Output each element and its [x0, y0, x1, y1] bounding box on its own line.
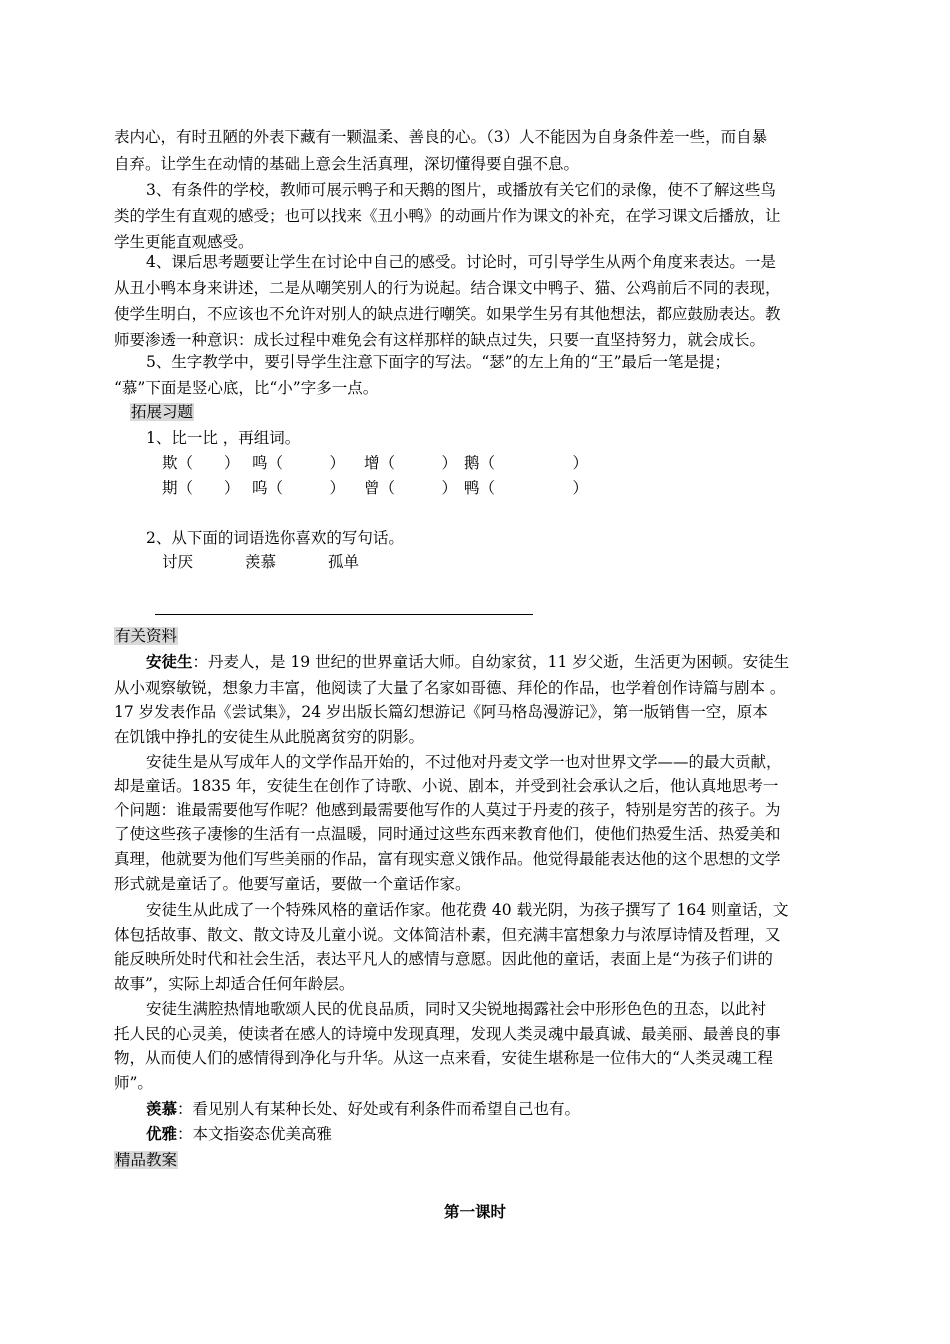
- compare-cell: 鸭（ ）: [464, 479, 589, 497]
- compare-cell: 曾（ ）: [364, 479, 458, 497]
- word-choice: 讨厌: [162, 553, 194, 571]
- lesson-plan-heading-label: 精品教案: [115, 1151, 178, 1169]
- exercise-question-1: 1、比一比 ，再组词。: [146, 429, 301, 447]
- xianmu-definition: ：看见别人有某种长处、好处或有利条件而希望自己也有。: [177, 1100, 581, 1118]
- extension-heading: [130, 402, 194, 422]
- section-divider: [155, 614, 533, 615]
- compare-cell: 欺（ ）: [162, 454, 240, 472]
- text-line: 表内心，有时丑陋的外表下藏有一颗温柔、善良的心。（3）人不能因为自身条件差一些，而自暴: [114, 128, 768, 146]
- text-line: “慕”下面是竖心底，比“小”字多一点。: [114, 379, 379, 397]
- text-line: 真理，他就要为他们写些美丽的作品，富有现实意义饿作品。他觉得最能表达他的这个思想的文学: [114, 850, 781, 868]
- text-line: [146, 652, 789, 672]
- compare-cell: 鸣（ ）: [252, 454, 346, 472]
- text-line: 类的学生有直观的感受；也可以找来《丑小鸭》的动画片作为课文的补充，在学习课文后播放，让: [114, 207, 781, 225]
- term-xianmu: 羡慕: [146, 1099, 178, 1118]
- lesson-plan-heading: [114, 1150, 178, 1170]
- text-line: 17 岁发表作品《尝试集》，24 岁出版长篇幻想游记《阿马格岛漫游记》，第一版销售一空，原本: [114, 703, 768, 721]
- compare-cell: 呜（ ）: [252, 479, 346, 497]
- text-line: 安徒生是从写成年人的文学作品开始的，不过他对丹麦文学一也对世界文学——的最大贡献，: [146, 753, 782, 771]
- text-line: 安徒生满腔热情地歌颂人民的优良品质，同时又尖锐地揭露社会中形形色色的丑态，以此衬: [146, 1000, 767, 1018]
- text-line: 物，从而使人们的感情得到净化与升华。从这一点来看，安徒生堪称是一位伟大的“人类灵魂工程: [114, 1049, 773, 1067]
- text-line: 在饥饿中挣扎的安徒生从此脱离贫穷的阴影。: [114, 728, 425, 746]
- text-line: 能反映所处时代和社会生活，表达平凡人的感情与意愿。因此他的童话，表面上是“为孩子们讲的: [114, 950, 773, 968]
- word-choice: 孤单: [328, 553, 360, 571]
- compare-cell: 增（ ）: [364, 454, 458, 472]
- compare-cell: 鹅（ ）: [464, 454, 589, 472]
- text-line: 学生更能直观感受。: [114, 233, 254, 251]
- text-line: 故事”，实际上却适合任何年龄层。: [114, 975, 355, 993]
- compare-cell: 期（ ）: [162, 479, 240, 497]
- term-andersen: 安徒生: [146, 652, 193, 671]
- text-line: 3、有条件的学校，教师可展示鸭子和天鹅的图片，或播放有关它们的录像，使不了解这些鸟: [146, 181, 776, 199]
- text-line: 使学生明白，不应该也不允许对别人的缺点进行嘲笑。如果学生另有其他想法，都应鼓励表达。教: [114, 305, 781, 323]
- text-line: 师”。: [114, 1074, 153, 1092]
- text-line: 自弃。让学生在动情的基础上意会生活真理，深切懂得要自强不息。: [114, 155, 580, 173]
- text-line: 体包括故事、散文、散文诗及儿童小说。文体简洁朴素，但充满丰富想象力与浓厚诗情及哲理，又: [114, 926, 781, 944]
- text-line: 个问题：谁最需要他写作呢？他感到最需要他写作的人莫过于丹麦的孩子，特别是穷苦的孩子。为: [114, 801, 781, 819]
- word-choice: 羡慕: [245, 553, 277, 571]
- text-line: 却是童话。1835 年，安徒生在创作了诗歌、小说、剧本，并受到社会承认之后，他认真地思考一: [114, 777, 779, 795]
- text-line: 安徒生从此成了一个特殊风格的童话作家。他花费 40 载光阴，为孩子撰写了 164 则童话，文: [146, 901, 789, 919]
- text-line: 从小观察敏锐，想象力丰富，他阅读了大量了名家如哥德、拜伦的作品，也学着创作诗篇与剧本 。: [114, 679, 786, 697]
- references-heading: [114, 626, 178, 646]
- text-line: 从丑小鸭本身来讲述，二是从嘲笑别人的行为说起。结合课文中鸭子、猫、公鸡前后不同的表现，: [114, 279, 781, 297]
- references-heading-label: 有关资料: [115, 627, 178, 645]
- andersen-intro: ：丹麦人，是 19 世纪的世界童话大师。自幼家贫，11 岁父逝，生活更为困顿。安徒生: [192, 653, 790, 671]
- exercise-question-2: 2、从下面的词语选你喜欢的写句话。: [146, 529, 404, 547]
- definition-xianmu: [146, 1099, 580, 1119]
- text-line: 托人民的心灵美，使读者在感人的诗境中发现真理，发现人类灵魂中最真诚、最美丽、最善良的事: [114, 1025, 781, 1043]
- extension-heading-label: 拓展习题: [131, 403, 194, 421]
- text-line: 了使这些孩子凄惨的生活有一点温暖，同时通过这些东西来教育他们，使他们热爱生活、热爱美和: [114, 825, 781, 843]
- text-line: 师要渗透一种意识：成长过程中难免会有这样那样的缺点过失，只要一直坚持努力，就会成长。: [114, 331, 766, 349]
- youya-definition: ：本文指姿态优美高雅: [177, 1125, 333, 1143]
- text-line: 4、课后思考题要让学生在讨论中自己的感受。讨论时，可引导学生从两个角度来表达。一是: [146, 253, 776, 271]
- text-line: 形式就是童话了。他要写童话，要做一个童话作家。: [114, 875, 471, 893]
- definition-youya: [146, 1124, 332, 1144]
- lesson-title: 第一课时: [443, 1202, 506, 1221]
- text-line: 5、生字教学中，要引导学生注意下面字的写法。“瑟”的左上角的“王”最后一笔是提；: [146, 353, 731, 371]
- term-youya: 优雅: [146, 1124, 178, 1143]
